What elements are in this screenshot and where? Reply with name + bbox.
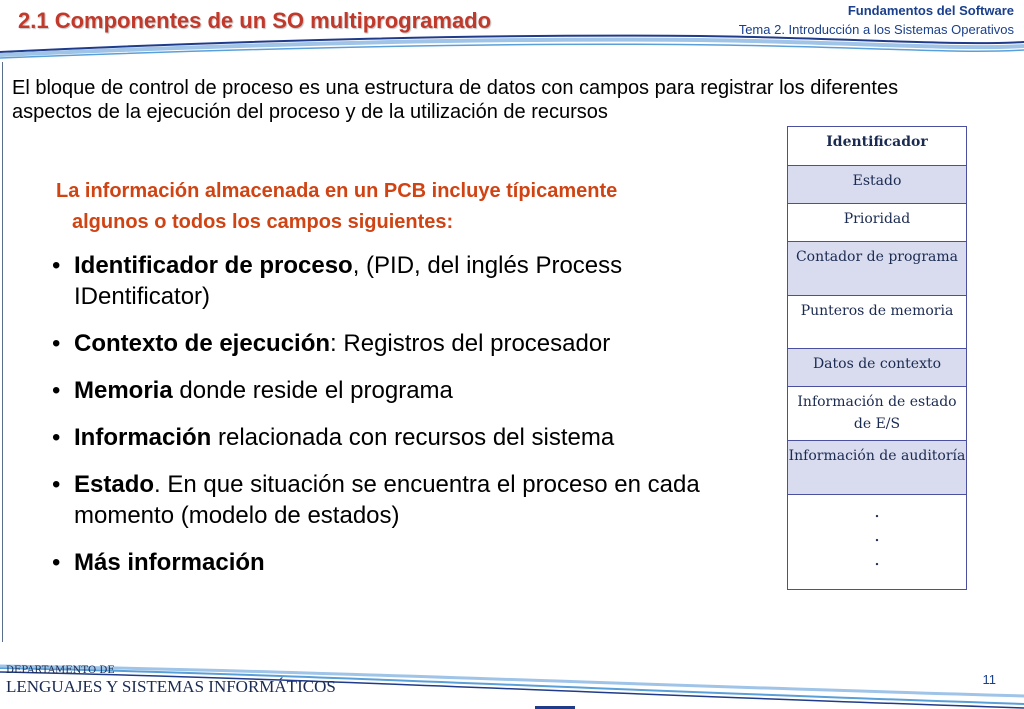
bullet-glyph: • [52, 330, 61, 357]
bullet-glyph: • [52, 377, 61, 404]
list-item-bold: Identificador de proceso [74, 252, 353, 279]
course-name: Fundamentos del Software [847, 3, 1014, 18]
list-item-text: : Registros del procesador [330, 330, 611, 357]
list-item [52, 422, 742, 453]
pcb-cell-prioridad: Prioridad [788, 204, 966, 242]
list-item-bold: Memoria [74, 377, 173, 404]
pcb-cell-estado-es: Información de estado de E/S [788, 387, 966, 441]
pcb-cell-estado: Estado [788, 166, 966, 204]
pcb-cell-contador: Contador de programa [788, 242, 966, 296]
bullet-glyph: • [52, 471, 61, 498]
pcb-ellipsis-dot: . [874, 501, 880, 522]
lead-line-2: algunos o todos los campos siguientes: [72, 211, 454, 233]
intro-paragraph: El bloque de control de proceso es una estructura de datos con campos para registrar los diferentes aspectos de la ejecución del proceso y de la utilización de recursos [12, 77, 899, 123]
list-item [52, 328, 742, 359]
pcb-ellipsis-dot: . [874, 525, 880, 546]
department-label: DEPARTAMENTO DE [6, 665, 115, 676]
pcb-cell-identificador: Identificador [788, 127, 966, 166]
pcb-ellipsis-dot: . [874, 549, 880, 570]
department-name: LENGUAJES Y SISTEMAS INFORMÁTICOS [6, 677, 336, 696]
pcb-cell-auditoria: Información de auditoría [788, 441, 966, 495]
list-item [52, 375, 742, 406]
list-item-bold: Información [74, 424, 212, 451]
bullet-glyph: • [52, 424, 61, 451]
list-item-text: . En que situación se encuentra el proceso en cada momento (modelo de estados) [74, 471, 700, 529]
list-item [52, 250, 742, 312]
list-item-text: donde reside el programa [172, 377, 453, 404]
list-item-bold: Contexto de ejecución [74, 330, 331, 357]
footer-swoosh-decoration [0, 640, 1024, 709]
lead-paragraph [56, 176, 746, 238]
list-item-bold: Estado [74, 471, 155, 498]
pcb-diagram [787, 126, 967, 590]
list-item-text: relacionada con recursos del sistema [211, 424, 615, 451]
pcb-cell-datos-contexto: Datos de contexto [788, 349, 966, 387]
list-item-text: , (PID, del inglés Process IDentificator) [74, 252, 623, 310]
page-number: 11 [982, 672, 996, 687]
bullet-glyph: • [52, 252, 61, 279]
bullet-glyph: • [52, 549, 61, 576]
pcb-cell-punteros: Punteros de memoria [788, 296, 966, 349]
slide-title: 2.1 Componentes de un SO multiprogramado [18, 8, 492, 33]
list-item [52, 469, 742, 531]
lead-line-1: La información almacenada en un PCB incluye típicamente [56, 180, 618, 202]
list-item [52, 547, 742, 578]
topic-name: Tema 2. Introducción a los Sistemas Operativos [738, 22, 1014, 37]
slide-header [0, 0, 1024, 62]
field-list [52, 250, 742, 594]
list-item-bold: Más información [74, 549, 265, 576]
